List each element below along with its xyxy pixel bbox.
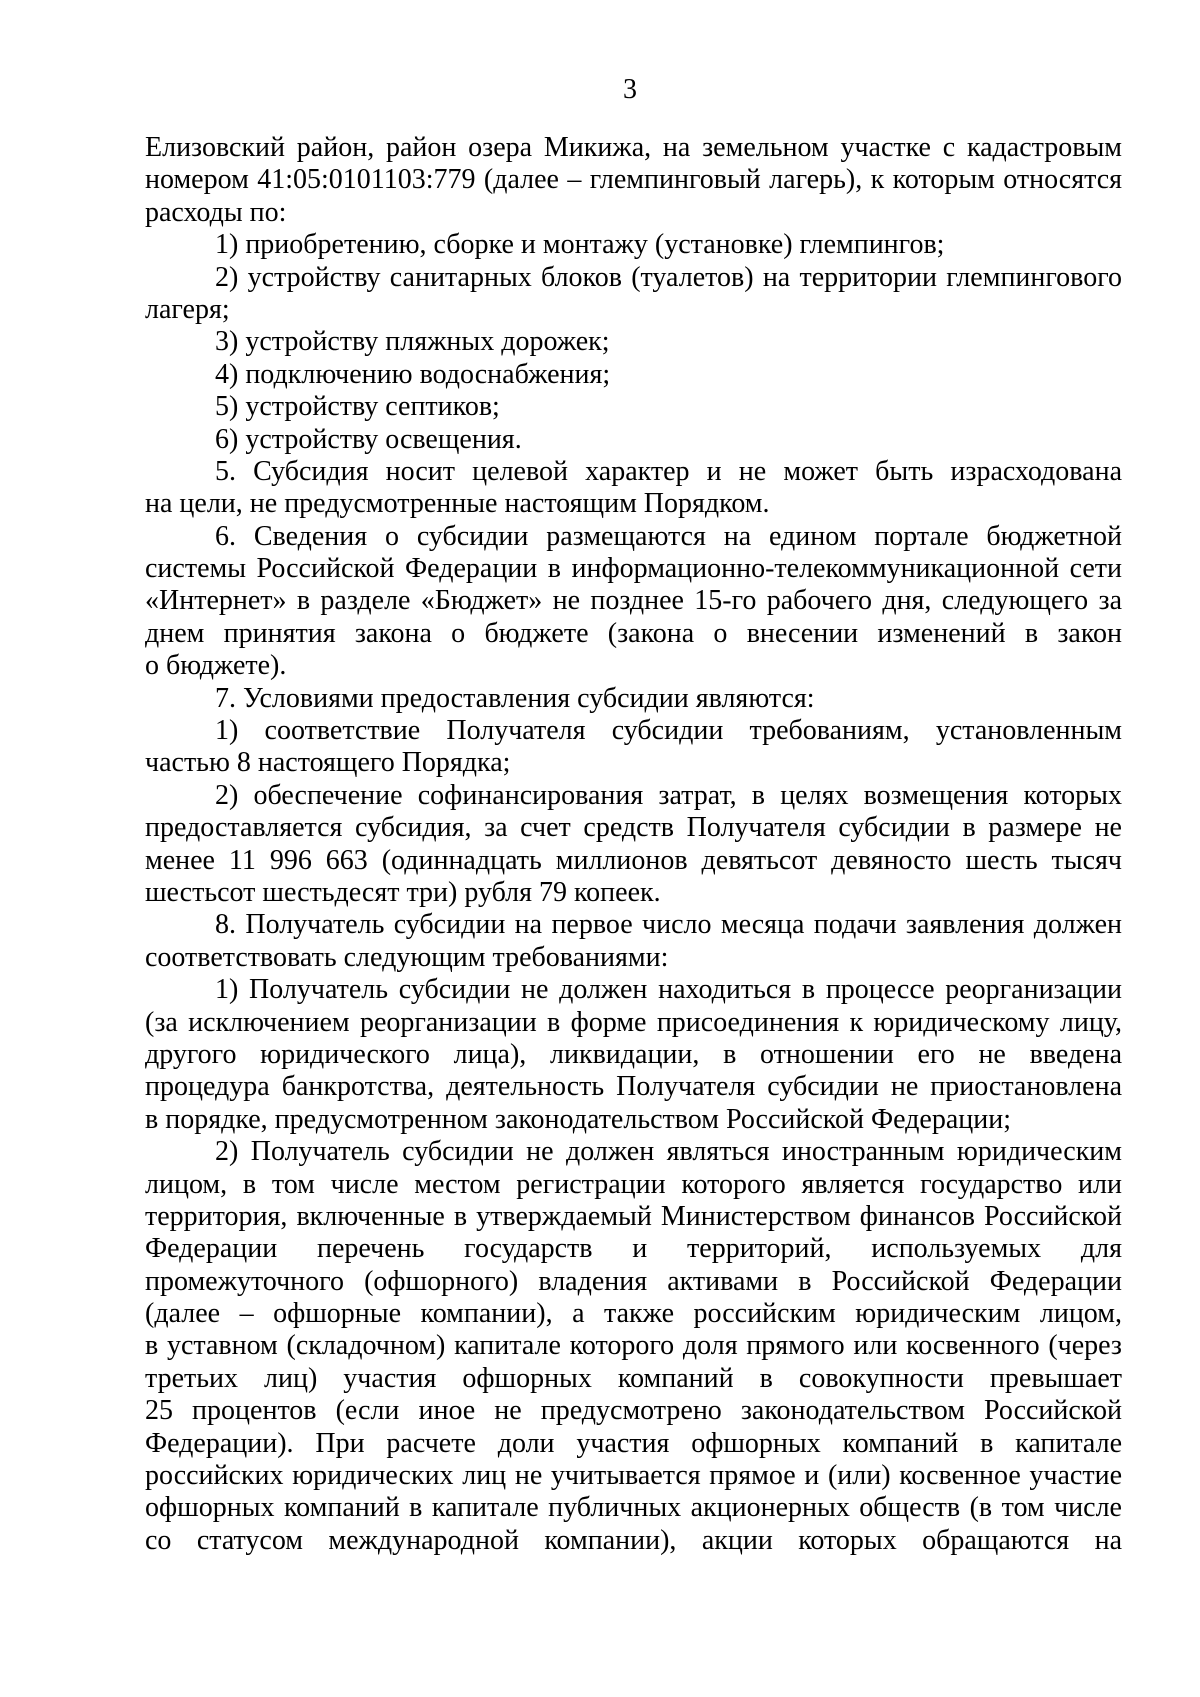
- text-line: 25 процентов (если иное не предусмотрено законодательством Российской: [145, 1395, 1122, 1427]
- text-line: 2) устройству санитарных блоков (туалетов) на территории глемпингового: [215, 261, 1122, 293]
- text-line: на цели, не предусмотренные настоящим Порядком.: [145, 488, 770, 520]
- text-line: номером 41:05:0101103:779 (далее – глемпинговый лагерь), к которым относятся: [145, 164, 1122, 196]
- text-line: 8. Получатель субсидии на первое число месяца подачи заявления должен: [215, 909, 1122, 941]
- document-body: [145, 132, 1122, 1557]
- text-line: Елизовский район, район озера Микижа, на земельном участке с кадастровым: [145, 132, 1122, 163]
- text-line: Федерации). При расчете доли участия офшорных компаний в капитале: [145, 1427, 1122, 1459]
- text-line: 1) приобретению, сборке и монтажу (установке) глемпингов;: [215, 229, 945, 261]
- text-line: в порядке, предусмотренном законодательством Российской Федерации;: [145, 1103, 1011, 1135]
- text-line: менее 11 996 663 (одиннадцать миллионов девятьсот девяносто шесть тысяч: [145, 844, 1122, 876]
- text-line: процедура банкротства, деятельность Получателя субсидии не приостановлена: [145, 1071, 1122, 1103]
- text-line: соответствовать следующим требованиями:: [145, 941, 669, 973]
- text-line: расходы по:: [145, 196, 287, 228]
- text-line: предоставляется субсидия, за счет средств Получателя субсидии в размере не: [145, 812, 1122, 844]
- text-line: 2) обеспечение софинансирования затрат, в целях возмещения которых: [215, 779, 1122, 811]
- text-line: (далее – офшорные компании), а также российским юридическим лицом,: [145, 1298, 1122, 1330]
- text-line: «Интернет» в разделе «Бюджет» не позднее 15-го рабочего дня, следующего за: [145, 585, 1122, 617]
- text-line: днем принятия закона о бюджете (закона о внесении изменений в закон: [145, 617, 1122, 649]
- text-line: Федерации перечень государств и территорий, используемых для: [145, 1233, 1122, 1265]
- text-line: другого юридического лица), ликвидации, в отношении его не введена: [145, 1038, 1122, 1070]
- text-line: третьих лиц) участия офшорных компаний в совокупности превышает: [145, 1362, 1122, 1394]
- text-line: офшорных компаний в капитале публичных акционерных обществ (в том числе: [145, 1492, 1122, 1524]
- text-line: 5. Субсидия носит целевой характер и не может быть израсходована: [215, 455, 1122, 487]
- page-number: 3: [623, 74, 637, 105]
- text-line: 7. Условиями предоставления субсидии являются:: [215, 682, 815, 714]
- text-line: 1) соответствие Получателя субсидии требованиям, установленным: [215, 715, 1122, 747]
- text-line: в уставном (складочном) капитале которого доля прямого или косвенного (через: [145, 1330, 1122, 1362]
- text-line: 5) устройству септиков;: [215, 391, 500, 423]
- text-line: 6) устройству освещения.: [215, 423, 522, 455]
- text-line: 6. Сведения о субсидии размещаются на едином портале бюджетной: [215, 520, 1122, 552]
- text-line: территория, включенные в утверждаемый Министерством финансов Российской: [145, 1200, 1122, 1232]
- text-line: 3) устройству пляжных дорожек;: [215, 326, 610, 358]
- text-line: шестьсот шестьдесят три) рубля 79 копеек.: [145, 876, 661, 908]
- text-line: 4) подключению водоснабжения;: [215, 358, 611, 390]
- text-line: 2) Получатель субсидии не должен являться иностранным юридическим: [215, 1136, 1122, 1168]
- text-line: о бюджете).: [145, 650, 287, 682]
- text-line: со статусом международной компании), акции которых обращаются на: [145, 1524, 1122, 1556]
- text-line: российских юридических лиц не учитывается прямое и (или) косвенное участие: [145, 1460, 1122, 1492]
- text-line: 1) Получатель субсидии не должен находиться в процессе реорганизации: [215, 974, 1122, 1006]
- text-line: (за исключением реорганизации в форме присоединения к юридическому лицу,: [145, 1006, 1122, 1038]
- text-line: лицом, в том числе местом регистрации которого является государство или: [145, 1168, 1122, 1200]
- text-line: системы Российской Федерации в информационно-телекоммуникационной сети: [145, 553, 1122, 585]
- text-line: частью 8 настоящего Порядка;: [145, 747, 511, 779]
- text-line: лагеря;: [145, 293, 230, 325]
- text-line: промежуточного (офшорного) владения активами в Российской Федерации: [145, 1265, 1122, 1297]
